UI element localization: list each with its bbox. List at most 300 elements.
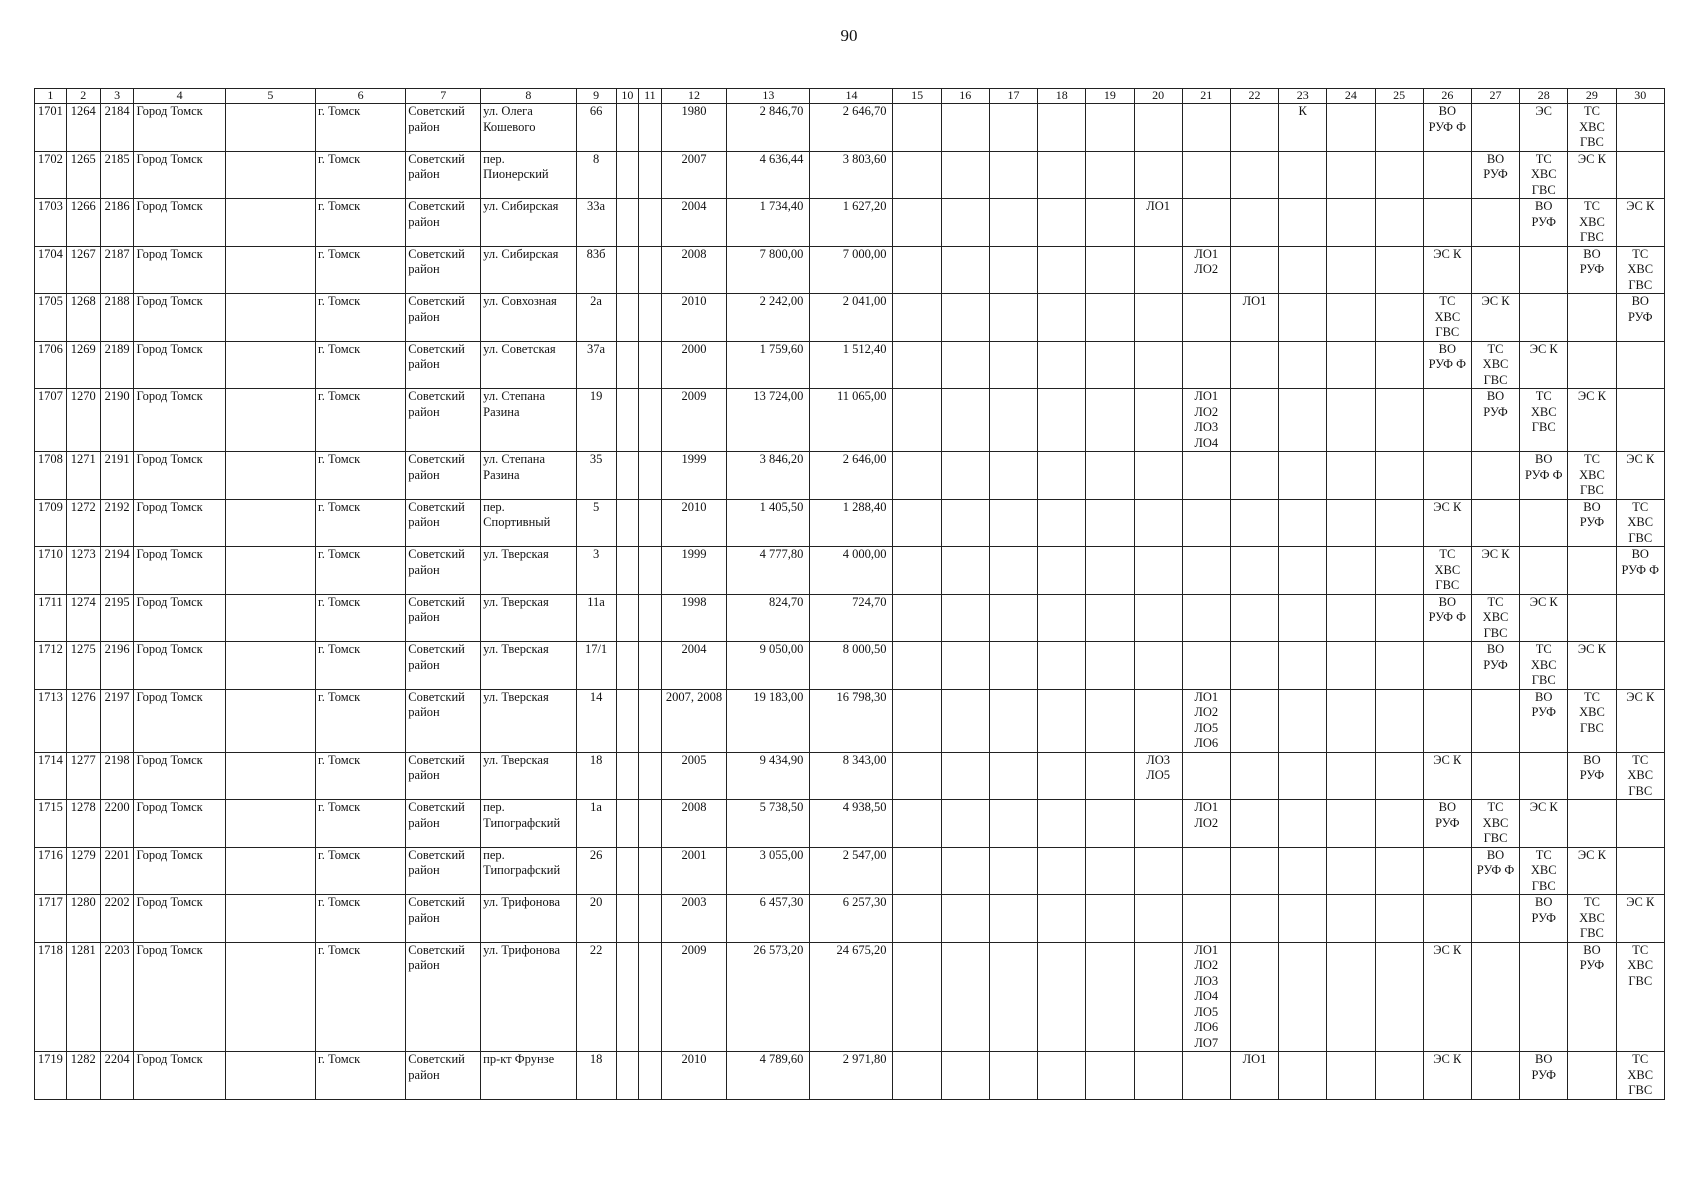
table-cell-col-21 — [1182, 847, 1230, 895]
table-cell-col-1: 1717 — [35, 895, 67, 943]
table-cell-col-26: ТС ХВС ГВС — [1423, 294, 1471, 342]
table-cell-col-18 — [1038, 499, 1086, 547]
table-row — [35, 452, 1665, 500]
table-cell-col-19 — [1086, 341, 1134, 389]
column-header-10: 10 — [616, 89, 639, 104]
table-cell-col-16 — [941, 389, 989, 452]
table-cell-col-21 — [1182, 594, 1230, 642]
table-cell-col-30 — [1616, 389, 1664, 452]
table-cell-col-30: ТС ХВС ГВС — [1616, 942, 1664, 1052]
table-cell-col-7: Советский район — [406, 341, 481, 389]
table-cell-col-5 — [225, 642, 315, 690]
table-cell-col-3: 2192 — [100, 499, 134, 547]
table-cell-col-29 — [1568, 1052, 1616, 1100]
table-cell-col-30: ЭС К — [1616, 199, 1664, 247]
table-cell-col-5 — [225, 499, 315, 547]
column-header-28: 28 — [1520, 89, 1568, 104]
table-cell-col-2: 1272 — [66, 499, 100, 547]
table-cell-col-12: 2005 — [661, 752, 727, 800]
table-cell-col-24 — [1327, 547, 1375, 595]
table-row — [35, 594, 1665, 642]
column-header-27: 27 — [1471, 89, 1519, 104]
table-cell-col-6: г. Томск — [316, 341, 406, 389]
table-cell-col-20 — [1134, 895, 1182, 943]
column-header-6: 6 — [316, 89, 406, 104]
table-cell-col-29: ВО РУФ — [1568, 942, 1616, 1052]
table-cell-col-19 — [1086, 642, 1134, 690]
table-cell-col-10 — [616, 594, 639, 642]
table-cell-col-13: 9 050,00 — [727, 642, 810, 690]
table-cell-col-11 — [639, 942, 662, 1052]
table-cell-col-23 — [1279, 1052, 1327, 1100]
table-cell-col-28: ТС ХВС ГВС — [1520, 389, 1568, 452]
table-cell-col-1: 1714 — [35, 752, 67, 800]
table-cell-col-21 — [1182, 452, 1230, 500]
table-cell-col-9: 26 — [576, 847, 616, 895]
table-cell-col-30: ТС ХВС ГВС — [1616, 752, 1664, 800]
table-cell-col-26: ВО РУФ — [1423, 800, 1471, 848]
table-cell-col-10 — [616, 294, 639, 342]
table-cell-col-6: г. Томск — [316, 104, 406, 152]
table-cell-col-2: 1280 — [66, 895, 100, 943]
table-cell-col-3: 2185 — [100, 151, 134, 199]
table-cell-col-1: 1719 — [35, 1052, 67, 1100]
table-cell-col-1: 1705 — [35, 294, 67, 342]
table-cell-col-22 — [1230, 689, 1278, 752]
table-row — [35, 942, 1665, 1052]
table-cell-col-7: Советский район — [406, 689, 481, 752]
table-cell-col-6: г. Томск — [316, 800, 406, 848]
column-header-23: 23 — [1279, 89, 1327, 104]
table-cell-col-25 — [1375, 199, 1423, 247]
table-cell-col-22: ЛО1 — [1230, 294, 1278, 342]
column-header-29: 29 — [1568, 89, 1616, 104]
table-cell-col-21: ЛО1 ЛО2 — [1182, 800, 1230, 848]
table-cell-col-11 — [639, 895, 662, 943]
table-cell-col-8: пер. Пионерский — [481, 151, 576, 199]
table-cell-col-13: 4 636,44 — [727, 151, 810, 199]
column-header-3: 3 — [100, 89, 134, 104]
table-cell-col-16 — [941, 104, 989, 152]
table-cell-col-13: 4 789,60 — [727, 1052, 810, 1100]
table-cell-col-27: ВО РУФ — [1471, 642, 1519, 690]
table-cell-col-20 — [1134, 594, 1182, 642]
table-cell-col-4: Город Томск — [134, 689, 225, 752]
table-cell-col-8: пер. Спортивный — [481, 499, 576, 547]
table-cell-col-4: Город Томск — [134, 389, 225, 452]
table-cell-col-8: пер. Типографский — [481, 800, 576, 848]
table-cell-col-22 — [1230, 199, 1278, 247]
table-cell-col-18 — [1038, 389, 1086, 452]
table-cell-col-26: ЭС К — [1423, 246, 1471, 294]
table-cell-col-22: ЛО1 — [1230, 1052, 1278, 1100]
table-row — [35, 246, 1665, 294]
table-row — [35, 547, 1665, 595]
table-cell-col-21: ЛО1 ЛО2 — [1182, 246, 1230, 294]
table-cell-col-2: 1265 — [66, 151, 100, 199]
table-cell-col-23 — [1279, 942, 1327, 1052]
table-cell-col-29 — [1568, 341, 1616, 389]
table-cell-col-13: 7 800,00 — [727, 246, 810, 294]
table-cell-col-29: ТС ХВС ГВС — [1568, 104, 1616, 152]
table-cell-col-26: ВО РУФ Ф — [1423, 341, 1471, 389]
table-cell-col-1: 1702 — [35, 151, 67, 199]
table-cell-col-28 — [1520, 294, 1568, 342]
table-cell-col-20 — [1134, 294, 1182, 342]
table-cell-col-28: ВО РУФ — [1520, 895, 1568, 943]
table-cell-col-28 — [1520, 942, 1568, 1052]
table-cell-col-26 — [1423, 389, 1471, 452]
table-cell-col-17 — [989, 895, 1037, 943]
table-cell-col-19 — [1086, 594, 1134, 642]
table-cell-col-15 — [893, 499, 941, 547]
table-cell-col-26 — [1423, 199, 1471, 247]
table-cell-col-22 — [1230, 752, 1278, 800]
table-cell-col-27 — [1471, 1052, 1519, 1100]
table-cell-col-26: ЭС К — [1423, 942, 1471, 1052]
table-cell-col-18 — [1038, 151, 1086, 199]
table-cell-col-19 — [1086, 547, 1134, 595]
table-cell-col-15 — [893, 294, 941, 342]
table-cell-col-4: Город Томск — [134, 294, 225, 342]
table-cell-col-26 — [1423, 895, 1471, 943]
table-cell-col-10 — [616, 151, 639, 199]
table-cell-col-15 — [893, 199, 941, 247]
table-cell-col-8: ул. Тверская — [481, 689, 576, 752]
table-cell-col-3: 2203 — [100, 942, 134, 1052]
table-cell-col-25 — [1375, 1052, 1423, 1100]
table-cell-col-25 — [1375, 594, 1423, 642]
table-cell-col-24 — [1327, 642, 1375, 690]
table-cell-col-26: ВО РУФ Ф — [1423, 594, 1471, 642]
table-cell-col-17 — [989, 452, 1037, 500]
table-cell-col-5 — [225, 752, 315, 800]
table-cell-col-28: ВО РУФ Ф — [1520, 452, 1568, 500]
table-cell-col-18 — [1038, 547, 1086, 595]
table-cell-col-24 — [1327, 452, 1375, 500]
table-cell-col-4: Город Томск — [134, 246, 225, 294]
table-cell-col-24 — [1327, 895, 1375, 943]
table-cell-col-14: 8 343,00 — [810, 752, 893, 800]
table-cell-col-29 — [1568, 294, 1616, 342]
table-cell-col-16 — [941, 151, 989, 199]
table-cell-col-18 — [1038, 895, 1086, 943]
table-cell-col-14: 4 000,00 — [810, 547, 893, 595]
table-cell-col-4: Город Томск — [134, 642, 225, 690]
table-cell-col-29: ТС ХВС ГВС — [1568, 199, 1616, 247]
table-cell-col-19 — [1086, 499, 1134, 547]
table-cell-col-5 — [225, 847, 315, 895]
table-cell-col-27 — [1471, 452, 1519, 500]
table-cell-col-19 — [1086, 689, 1134, 752]
table-cell-col-23 — [1279, 642, 1327, 690]
table-cell-col-7: Советский район — [406, 1052, 481, 1100]
table-cell-col-24 — [1327, 341, 1375, 389]
table-cell-col-16 — [941, 942, 989, 1052]
table-cell-col-24 — [1327, 389, 1375, 452]
table-cell-col-9: 11а — [576, 594, 616, 642]
table-cell-col-26: ЭС К — [1423, 752, 1471, 800]
table-cell-col-21 — [1182, 895, 1230, 943]
table-cell-col-30 — [1616, 847, 1664, 895]
table-cell-col-11 — [639, 341, 662, 389]
table-cell-col-15 — [893, 594, 941, 642]
table-cell-col-22 — [1230, 942, 1278, 1052]
table-cell-col-29: ЭС К — [1568, 847, 1616, 895]
table-cell-col-17 — [989, 594, 1037, 642]
table-cell-col-27: ТС ХВС ГВС — [1471, 800, 1519, 848]
table-cell-col-27: ТС ХВС ГВС — [1471, 594, 1519, 642]
table-cell-col-26 — [1423, 689, 1471, 752]
table-cell-col-24 — [1327, 151, 1375, 199]
table-cell-col-14: 24 675,20 — [810, 942, 893, 1052]
table-cell-col-6: г. Томск — [316, 246, 406, 294]
table-row — [35, 642, 1665, 690]
table-cell-col-3: 2198 — [100, 752, 134, 800]
table-cell-col-19 — [1086, 389, 1134, 452]
table-cell-col-3: 2202 — [100, 895, 134, 943]
table-cell-col-15 — [893, 341, 941, 389]
table-cell-col-2: 1276 — [66, 689, 100, 752]
table-cell-col-3: 2187 — [100, 246, 134, 294]
table-cell-col-30: ЭС К — [1616, 689, 1664, 752]
table-cell-col-16 — [941, 499, 989, 547]
table-row — [35, 341, 1665, 389]
table-cell-col-12: 1999 — [661, 452, 727, 500]
table-cell-col-28: ТС ХВС ГВС — [1520, 642, 1568, 690]
table-cell-col-18 — [1038, 246, 1086, 294]
table-cell-col-1: 1713 — [35, 689, 67, 752]
table-cell-col-8: ул. Сибирская — [481, 199, 576, 247]
table-cell-col-12: 2010 — [661, 1052, 727, 1100]
table-cell-col-17 — [989, 847, 1037, 895]
table-cell-col-10 — [616, 689, 639, 752]
table-cell-col-7: Советский район — [406, 594, 481, 642]
table-cell-col-23 — [1279, 389, 1327, 452]
table-cell-col-30 — [1616, 341, 1664, 389]
table-cell-col-10 — [616, 942, 639, 1052]
table-cell-col-24 — [1327, 942, 1375, 1052]
table-cell-col-1: 1704 — [35, 246, 67, 294]
table-cell-col-24 — [1327, 1052, 1375, 1100]
table-cell-col-6: г. Томск — [316, 942, 406, 1052]
table-cell-col-16 — [941, 341, 989, 389]
table-cell-col-13: 13 724,00 — [727, 389, 810, 452]
table-cell-col-27 — [1471, 752, 1519, 800]
table-cell-col-15 — [893, 942, 941, 1052]
table-cell-col-13: 3 055,00 — [727, 847, 810, 895]
table-cell-col-18 — [1038, 1052, 1086, 1100]
table-cell-col-16 — [941, 246, 989, 294]
table-cell-col-10 — [616, 752, 639, 800]
table-cell-col-11 — [639, 294, 662, 342]
column-header-16: 16 — [941, 89, 989, 104]
table-cell-col-25 — [1375, 942, 1423, 1052]
table-cell-col-11 — [639, 104, 662, 152]
table-cell-col-3: 2204 — [100, 1052, 134, 1100]
table-cell-col-12: 2003 — [661, 895, 727, 943]
column-header-19: 19 — [1086, 89, 1134, 104]
table-cell-col-20 — [1134, 800, 1182, 848]
table-cell-col-9: 18 — [576, 1052, 616, 1100]
table-cell-col-7: Советский район — [406, 246, 481, 294]
table-cell-col-1: 1718 — [35, 942, 67, 1052]
table-cell-col-5 — [225, 199, 315, 247]
table-cell-col-23 — [1279, 452, 1327, 500]
table-cell-col-23 — [1279, 547, 1327, 595]
table-cell-col-7: Советский район — [406, 942, 481, 1052]
column-header-9: 9 — [576, 89, 616, 104]
table-cell-col-16 — [941, 689, 989, 752]
table-cell-col-21 — [1182, 199, 1230, 247]
table-cell-col-15 — [893, 1052, 941, 1100]
table-cell-col-3: 2191 — [100, 452, 134, 500]
table-cell-col-23 — [1279, 594, 1327, 642]
table-cell-col-17 — [989, 1052, 1037, 1100]
table-cell-col-14: 2 547,00 — [810, 847, 893, 895]
table-cell-col-24 — [1327, 246, 1375, 294]
table-cell-col-13: 26 573,20 — [727, 942, 810, 1052]
table-cell-col-23 — [1279, 246, 1327, 294]
table-cell-col-19 — [1086, 151, 1134, 199]
table-cell-col-7: Советский район — [406, 452, 481, 500]
table-cell-col-3: 2195 — [100, 594, 134, 642]
table-cell-col-19 — [1086, 294, 1134, 342]
table-cell-col-6: г. Томск — [316, 642, 406, 690]
table-cell-col-23 — [1279, 499, 1327, 547]
table-cell-col-9: 8 — [576, 151, 616, 199]
table-cell-col-11 — [639, 389, 662, 452]
table-cell-col-29: ЭС К — [1568, 151, 1616, 199]
table-cell-col-29: ЭС К — [1568, 642, 1616, 690]
table-cell-col-3: 2201 — [100, 847, 134, 895]
table-cell-col-25 — [1375, 895, 1423, 943]
table-cell-col-15 — [893, 800, 941, 848]
table-cell-col-22 — [1230, 389, 1278, 452]
table-cell-col-14: 1 512,40 — [810, 341, 893, 389]
table-cell-col-15 — [893, 752, 941, 800]
table-cell-col-30 — [1616, 800, 1664, 848]
table-cell-col-21 — [1182, 341, 1230, 389]
table-cell-col-9: 22 — [576, 942, 616, 1052]
table-cell-col-11 — [639, 499, 662, 547]
table-cell-col-4: Город Томск — [134, 895, 225, 943]
column-header-12: 12 — [661, 89, 727, 104]
table-cell-col-11 — [639, 452, 662, 500]
table-cell-col-30 — [1616, 642, 1664, 690]
table-cell-col-27: ВО РУФ Ф — [1471, 847, 1519, 895]
column-header-15: 15 — [893, 89, 941, 104]
table-cell-col-25 — [1375, 246, 1423, 294]
table-cell-col-1: 1715 — [35, 800, 67, 848]
table-cell-col-27 — [1471, 499, 1519, 547]
table-cell-col-20 — [1134, 689, 1182, 752]
table-cell-col-6: г. Томск — [316, 499, 406, 547]
table-cell-col-3: 2190 — [100, 389, 134, 452]
table-cell-col-5 — [225, 895, 315, 943]
table-cell-col-15 — [893, 151, 941, 199]
table-cell-col-10 — [616, 1052, 639, 1100]
table-cell-col-21: ЛО1 ЛО2 ЛО3 ЛО4 ЛО5 ЛО6 ЛО7 — [1182, 942, 1230, 1052]
table-row — [35, 1052, 1665, 1100]
table-cell-col-25 — [1375, 294, 1423, 342]
table-cell-col-5 — [225, 104, 315, 152]
table-row — [35, 800, 1665, 848]
table-cell-col-14: 2 646,00 — [810, 452, 893, 500]
table-cell-col-30: ВО РУФ — [1616, 294, 1664, 342]
table-cell-col-14: 2 041,00 — [810, 294, 893, 342]
table-cell-col-16 — [941, 452, 989, 500]
table-cell-col-2: 1282 — [66, 1052, 100, 1100]
table-cell-col-26 — [1423, 452, 1471, 500]
table-cell-col-2: 1273 — [66, 547, 100, 595]
table-cell-col-13: 824,70 — [727, 594, 810, 642]
table-cell-col-21 — [1182, 642, 1230, 690]
table-cell-col-10 — [616, 389, 639, 452]
table-cell-col-23: К — [1279, 104, 1327, 152]
table-cell-col-26 — [1423, 642, 1471, 690]
table-cell-col-18 — [1038, 341, 1086, 389]
table-cell-col-28: ЭС К — [1520, 594, 1568, 642]
table-cell-col-14: 8 000,50 — [810, 642, 893, 690]
table-cell-col-27: ТС ХВС ГВС — [1471, 341, 1519, 389]
column-header-7: 7 — [406, 89, 481, 104]
table-cell-col-2: 1275 — [66, 642, 100, 690]
table-cell-col-15 — [893, 847, 941, 895]
table-cell-col-29: ТС ХВС ГВС — [1568, 452, 1616, 500]
table-cell-col-4: Город Томск — [134, 499, 225, 547]
table-cell-col-16 — [941, 294, 989, 342]
table-cell-col-30 — [1616, 594, 1664, 642]
table-cell-col-5 — [225, 1052, 315, 1100]
table-cell-col-7: Советский район — [406, 199, 481, 247]
table-cell-col-3: 2200 — [100, 800, 134, 848]
table-cell-col-6: г. Томск — [316, 151, 406, 199]
table-cell-col-27: ВО РУФ — [1471, 151, 1519, 199]
table-cell-col-24 — [1327, 752, 1375, 800]
table-cell-col-29: ТС ХВС ГВС — [1568, 895, 1616, 943]
table-cell-col-7: Советский район — [406, 895, 481, 943]
table-cell-col-5 — [225, 800, 315, 848]
table-cell-col-12: 2007 — [661, 151, 727, 199]
table-cell-col-20 — [1134, 104, 1182, 152]
table-cell-col-20 — [1134, 452, 1182, 500]
table-cell-col-20 — [1134, 499, 1182, 547]
table-cell-col-26 — [1423, 847, 1471, 895]
table-cell-col-3: 2184 — [100, 104, 134, 152]
table-cell-col-19 — [1086, 942, 1134, 1052]
table-cell-col-12: 2001 — [661, 847, 727, 895]
column-header-2: 2 — [66, 89, 100, 104]
table-cell-col-15 — [893, 642, 941, 690]
table-cell-col-5 — [225, 547, 315, 595]
table-cell-col-1: 1706 — [35, 341, 67, 389]
table-cell-col-30: ТС ХВС ГВС — [1616, 1052, 1664, 1100]
table-cell-col-30: ТС ХВС ГВС — [1616, 499, 1664, 547]
table-cell-col-27: ЭС К — [1471, 294, 1519, 342]
table-cell-col-29: ВО РУФ — [1568, 499, 1616, 547]
table-row — [35, 199, 1665, 247]
table-body — [35, 104, 1665, 1100]
column-header-17: 17 — [989, 89, 1037, 104]
table-cell-col-25 — [1375, 104, 1423, 152]
table-cell-col-23 — [1279, 294, 1327, 342]
table-cell-col-8: ул. Сибирская — [481, 246, 576, 294]
table-cell-col-21 — [1182, 499, 1230, 547]
table-cell-col-22 — [1230, 642, 1278, 690]
table-cell-col-11 — [639, 800, 662, 848]
table-row — [35, 104, 1665, 152]
